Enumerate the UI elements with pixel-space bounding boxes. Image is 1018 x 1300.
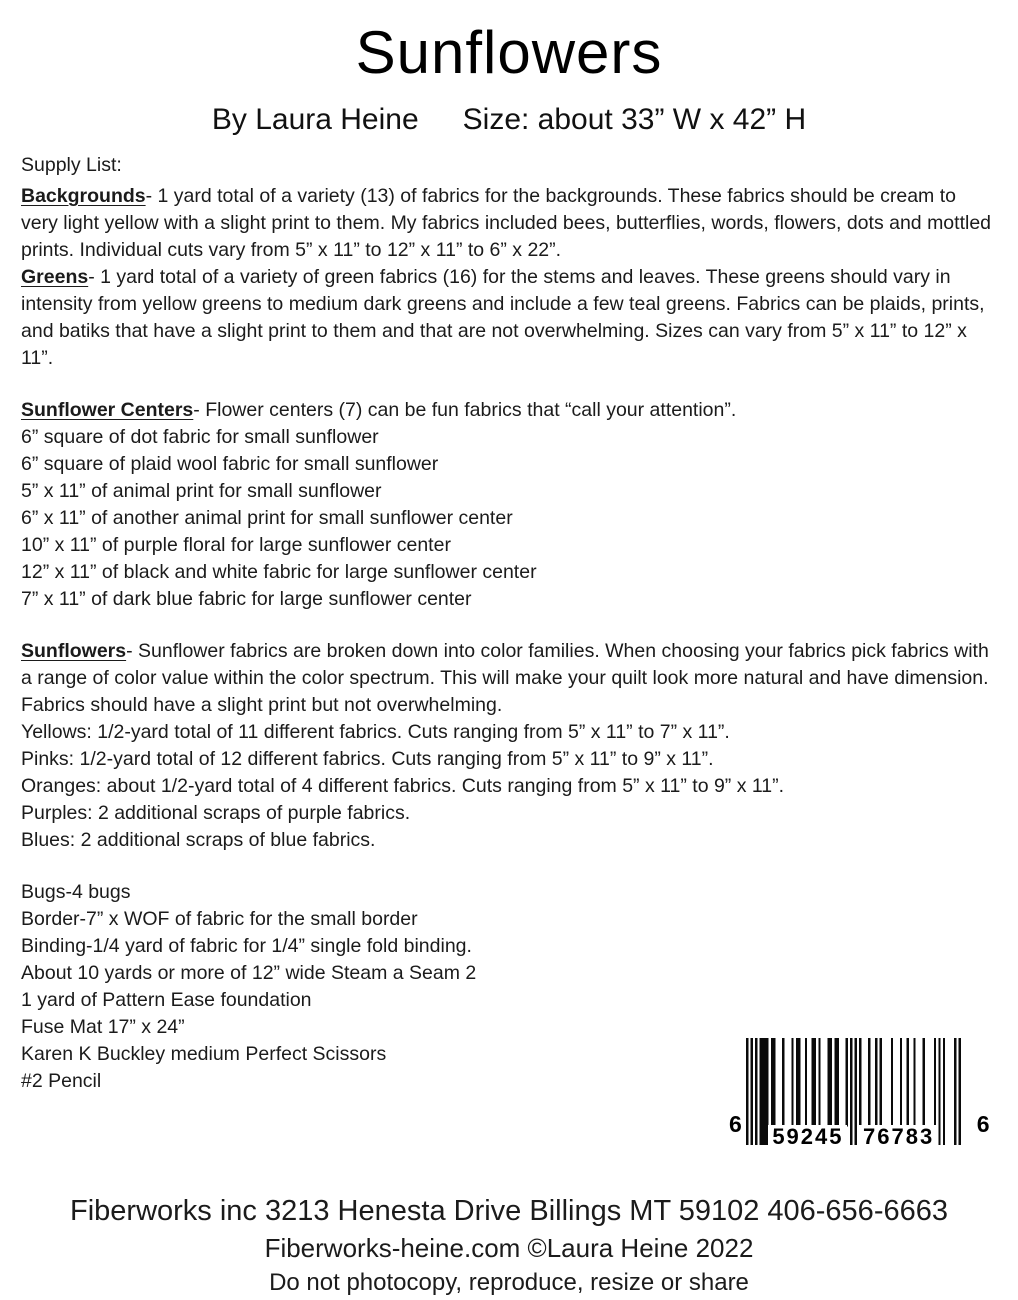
barcode-right-group: 76783	[859, 1125, 938, 1149]
supply-line: About 10 yards or more of 12” wide Steam a Seam 2	[21, 962, 477, 984]
sunflowers-section	[21, 638, 997, 854]
supply-line: Oranges: about 1/2-yard total of 4 different fabrics. Cuts ranging from 5” x 11” to 9” x 11”.	[21, 775, 785, 797]
supply-line: 12” x 11” of black and white fabric for large sunflower center	[21, 561, 537, 583]
supply-list-label: Supply List:	[21, 154, 122, 176]
supply-line: 10” x 11” of purple floral for large sunflower center	[21, 534, 451, 556]
backgrounds-text: - 1 yard total of a variety (13) of fabrics for the backgrounds. These fabrics should be cream to very light yellow with a slight print to them. My fabrics included bees, butterflies, words, flowers, dots and mottled prints. Individual cuts vary from 5” x 11” to 12” x 11” to 6” x 22”.	[21, 185, 992, 261]
footer-address: Fiberworks inc 3213 Henesta Drive Billings MT 59102 406-656-6663	[70, 1195, 948, 1227]
supply-line: Purples: 2 additional scraps of purple fabrics.	[21, 802, 411, 824]
supply-line: Fuse Mat 17” x 24”	[21, 1016, 185, 1038]
supply-line: Border-7” x WOF of fabric for the small border	[21, 908, 418, 930]
sunflowers-text: - Sunflower fabrics are broken down into color families. When choosing your fabrics pick fabrics with a range of color value within the color spectrum. This will make your quilt look more natural and have dimension. Fabrics should have a slight print but not overwhelming.	[21, 640, 989, 716]
supply-line: Blues: 2 additional scraps of blue fabrics.	[21, 829, 376, 851]
footer-notice: Do not photocopy, reproduce, resize or share	[269, 1269, 749, 1296]
barcode-bars	[746, 1038, 961, 1149]
supply-line: Bugs-4 bugs	[21, 881, 131, 903]
backgrounds-heading: Backgrounds	[21, 185, 146, 207]
greens-paragraph	[21, 264, 997, 372]
supply-line: Yellows: 1/2-yard total of 11 different fabrics. Cuts ranging from 5” x 11” to 7” x 11”.	[21, 721, 730, 743]
supply-line: Karen K Buckley medium Perfect Scissors	[21, 1043, 387, 1065]
centers-intro-text: - Flower centers (7) can be fun fabrics that “call your attention”.	[193, 399, 737, 421]
barcode-left-group: 59245	[768, 1125, 847, 1149]
size-text: Size: about 33” W x 42” H	[462, 103, 807, 136]
supply-line: Binding-1/4 yard of fabric for 1/4” single fold binding.	[21, 935, 472, 957]
sunflowers-heading: Sunflowers	[21, 640, 127, 662]
sunflower-centers-section	[21, 397, 997, 613]
barcode-right-digit: 6	[976, 1111, 990, 1137]
centers-heading: Sunflower Centers	[21, 399, 194, 421]
supply-line: #2 Pencil	[21, 1070, 102, 1092]
footer	[0, 1192, 1018, 1300]
byline-size-row	[0, 102, 1018, 138]
upc-barcode	[729, 1038, 990, 1149]
supply-line: 6” square of plaid wool fabric for small sunflower	[21, 453, 439, 475]
page-title: Sunflowers	[355, 19, 663, 86]
supply-line: 6” x 11” of another animal print for small sunflower center	[21, 507, 513, 529]
supply-list	[0, 138, 1018, 1095]
footer-copyright: Fiberworks-heine.com ©Laura Heine 2022	[264, 1233, 754, 1263]
supply-line: 7” x 11” of dark blue fabric for large sunflower center	[21, 588, 472, 610]
supply-line: Pinks: 1/2-yard total of 12 different fabrics. Cuts ranging from 5” x 11” to 9” x 11”.	[21, 748, 714, 770]
supply-line: 1 yard of Pattern Ease foundation	[21, 989, 312, 1011]
greens-heading: Greens	[21, 266, 89, 288]
sunflowers-paragraph	[21, 638, 997, 719]
centers-intro	[21, 397, 997, 424]
byline: By Laura Heine	[211, 103, 419, 136]
barcode-left-digit: 6	[729, 1111, 742, 1137]
backgrounds-paragraph	[21, 183, 997, 264]
supply-line: 5” x 11” of animal print for small sunflower	[21, 480, 382, 502]
supply-line: 6” square of dot fabric for small sunflower	[21, 426, 379, 448]
greens-text: - 1 yard total of a variety of green fabrics (16) for the stems and leaves. These greens should vary in intensity from yellow greens to medium dark greens and include a few teal greens. Fabrics can be plaids, prints, and batiks that have a slight print to them and that are not overwhelming. Sizes can vary from 5” x 11” to 12” x 11”.	[21, 266, 985, 369]
